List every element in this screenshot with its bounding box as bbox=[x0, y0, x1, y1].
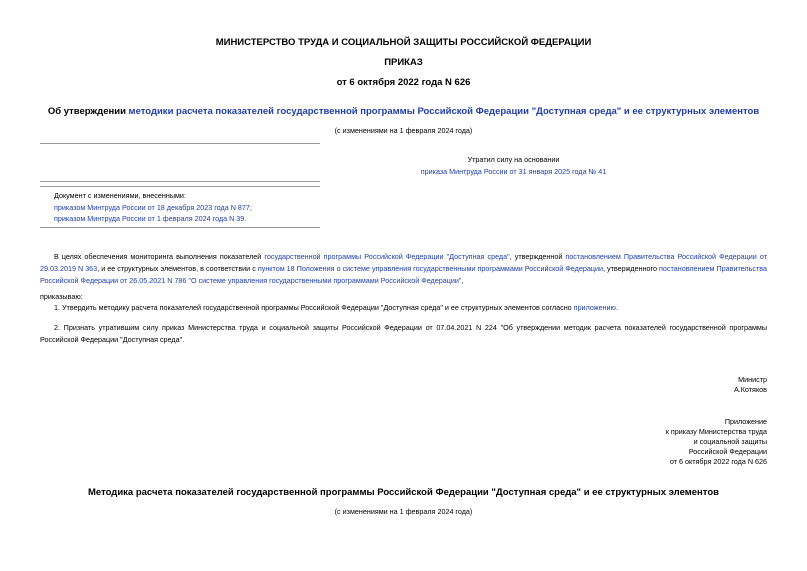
amendment-link-2[interactable]: приказом Минтруда России от 1 февраля 2024 года N 39. bbox=[54, 214, 247, 223]
title-prefix: Об утверждении bbox=[47, 106, 129, 117]
ministry-heading: МИНИСТЕРСТВО ТРУДА И СОЦИАЛЬНОЙ ЗАЩИТЫ РОССИЙСКОЙ ФЕДЕРАЦИИ bbox=[215, 37, 592, 48]
resolution-363-link[interactable]: постановлением Правительства Российской Федерации от 29.03.2019 N 363 bbox=[40, 252, 767, 273]
doc-date-number: от 6 октября 2022 года N 626 bbox=[336, 77, 471, 88]
title-link[interactable]: методики расчета показателей государственной программы Российской Федерации "Доступная среда" и ее структурных элементов bbox=[128, 106, 760, 117]
signature-block bbox=[734, 375, 767, 395]
order-word: приказываю: bbox=[40, 292, 83, 301]
item-1-end: . bbox=[615, 303, 618, 312]
resolution-786-link[interactable]: постановлением Правительства Российской Федерации от 26.05.2021 N 786 "О системе управления государственными программами Российской Федерации" bbox=[40, 264, 767, 285]
repeal-text: Утратил силу на основании bbox=[467, 155, 560, 164]
preamble-text: , утвержденного bbox=[602, 264, 660, 273]
preamble-text: В целях обеспечения мониторинга выполнения показателей bbox=[54, 252, 265, 261]
preamble-paragraph bbox=[40, 251, 767, 287]
preamble-text: , и ее структурных элементов, в соответствии с bbox=[97, 264, 258, 273]
appendix-line: Российской Федерации bbox=[688, 447, 767, 456]
divider bbox=[40, 186, 320, 187]
appendix-block bbox=[666, 417, 767, 467]
method-edition-note: (с изменениями на 1 февраля 2024 года) bbox=[334, 507, 473, 516]
divider bbox=[40, 143, 320, 144]
appendix-line: и социальной защиты bbox=[693, 437, 767, 446]
signature-position: Министр bbox=[738, 375, 767, 384]
appendix-line: от 6 октября 2022 года N 626 bbox=[669, 457, 767, 466]
item-2: 2. Признать утратившим силу приказ Министерства труда и социальной защиты Российской Федерации от 07.04.2021 N 224 "Об утверждении методик расчета показателей государственной программы Российской Федерации "Доступная среда". bbox=[40, 323, 767, 344]
preamble-text: , утвержденной bbox=[509, 252, 566, 261]
item-1 bbox=[40, 302, 767, 314]
item-1-text: 1. Утвердить методику расчета показателей государственной программы Российской Федерации "Доступная среда" и ее структурных элементов согласно bbox=[54, 303, 574, 312]
document-title bbox=[0, 106, 807, 117]
method-title: Методика расчета показателей государственной программы Российской Федерации "Доступная среда" и ее структурных элементов bbox=[88, 487, 719, 498]
repeal-block bbox=[40, 155, 767, 176]
divider bbox=[40, 227, 320, 228]
doc-type-heading: ПРИКАЗ bbox=[384, 57, 423, 68]
amendment-link-1[interactable]: приказом Минтруда России от 18 декабря 2023 года N 877; bbox=[54, 202, 252, 212]
divider bbox=[40, 181, 320, 182]
appendix-line: к приказу Министерства труда bbox=[665, 427, 767, 436]
appendix-link[interactable]: приложению bbox=[573, 303, 616, 312]
preamble-text: , bbox=[461, 276, 464, 285]
program-link[interactable]: государственной программы Российской Федерации "Доступная среда" bbox=[264, 252, 510, 261]
appendix-line: Приложение bbox=[724, 417, 767, 426]
repeal-link[interactable]: приказа Минтруда России от 31 января 2025 года № 41 bbox=[420, 167, 607, 176]
signature-name: А.Котяков bbox=[733, 385, 767, 394]
amendments-label: Документ с изменениями, внесенными: bbox=[54, 191, 186, 200]
clause-18-link[interactable]: пунктом 18 Положения о системе управления государственными программами Российской Федерации bbox=[257, 264, 603, 273]
amendments-block bbox=[54, 190, 252, 225]
edition-note: (с изменениями на 1 февраля 2024 года) bbox=[334, 126, 473, 135]
